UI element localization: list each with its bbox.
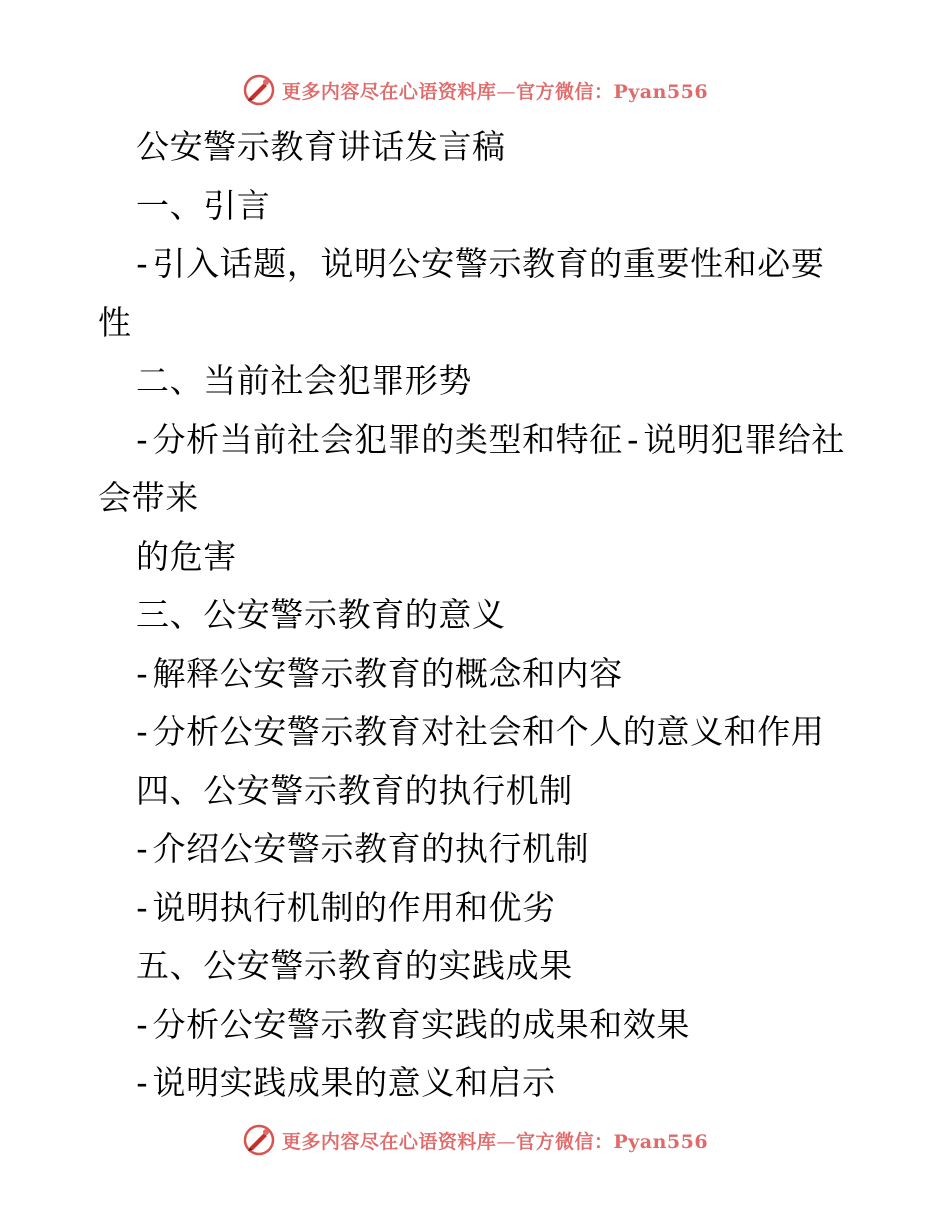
text-line: -说明实践成果的意义和启示 xyxy=(132,1063,556,1102)
text-line: -引入话题，说明公安警示教育的重要性和必要 xyxy=(132,244,825,283)
footer-watermark xyxy=(0,1120,950,1160)
watermark-text xyxy=(282,77,708,104)
watermark-separator: — xyxy=(496,1130,516,1153)
watermark-site-text: 更多内容尽在心语资料库 xyxy=(281,80,497,103)
text-line: 的危害 xyxy=(136,536,237,576)
text-line: -介绍公安警示教育的执行机制 xyxy=(132,829,590,868)
watermark-contact-text: 官方微信：Pyan556 xyxy=(515,1130,709,1153)
text-line: 会带来 xyxy=(98,478,199,517)
text-line: 性 xyxy=(98,302,132,342)
document-title: 公安警示教育讲话发言稿 xyxy=(136,127,506,166)
text-line: -分析当前社会犯罪的类型和特征-说明犯罪给社 xyxy=(132,419,845,459)
pen-logo-icon xyxy=(242,73,276,107)
watermark-site-text: 更多内容尽在心语资料库 xyxy=(281,1130,497,1153)
watermark-contact-text: 官方微信：Pyan556 xyxy=(515,80,709,103)
section-heading-1: 一、引言 xyxy=(136,185,271,225)
section-heading-2: 二、当前社会犯罪形势 xyxy=(136,361,472,400)
section-heading-5: 五、公安警示教育的实践成果 xyxy=(136,946,573,985)
section-heading-4: 四、公安警示教育的执行机制 xyxy=(136,770,573,810)
pen-logo-icon xyxy=(242,1123,276,1157)
document-body xyxy=(98,118,868,1113)
text-line: -解释公安警示教育的概念和内容 xyxy=(132,653,623,693)
text-line: -说明执行机制的作用和优劣 xyxy=(132,887,556,927)
text-line: -分析公安警示教育实践的成果和效果 xyxy=(132,1004,691,1044)
header-watermark xyxy=(0,70,950,110)
watermark-separator: — xyxy=(496,80,516,103)
text-line: -分析公安警示教育对社会和个人的意义和作用 xyxy=(132,712,825,751)
section-heading-3: 三、公安警示教育的意义 xyxy=(136,595,506,634)
watermark-text xyxy=(282,1127,708,1154)
